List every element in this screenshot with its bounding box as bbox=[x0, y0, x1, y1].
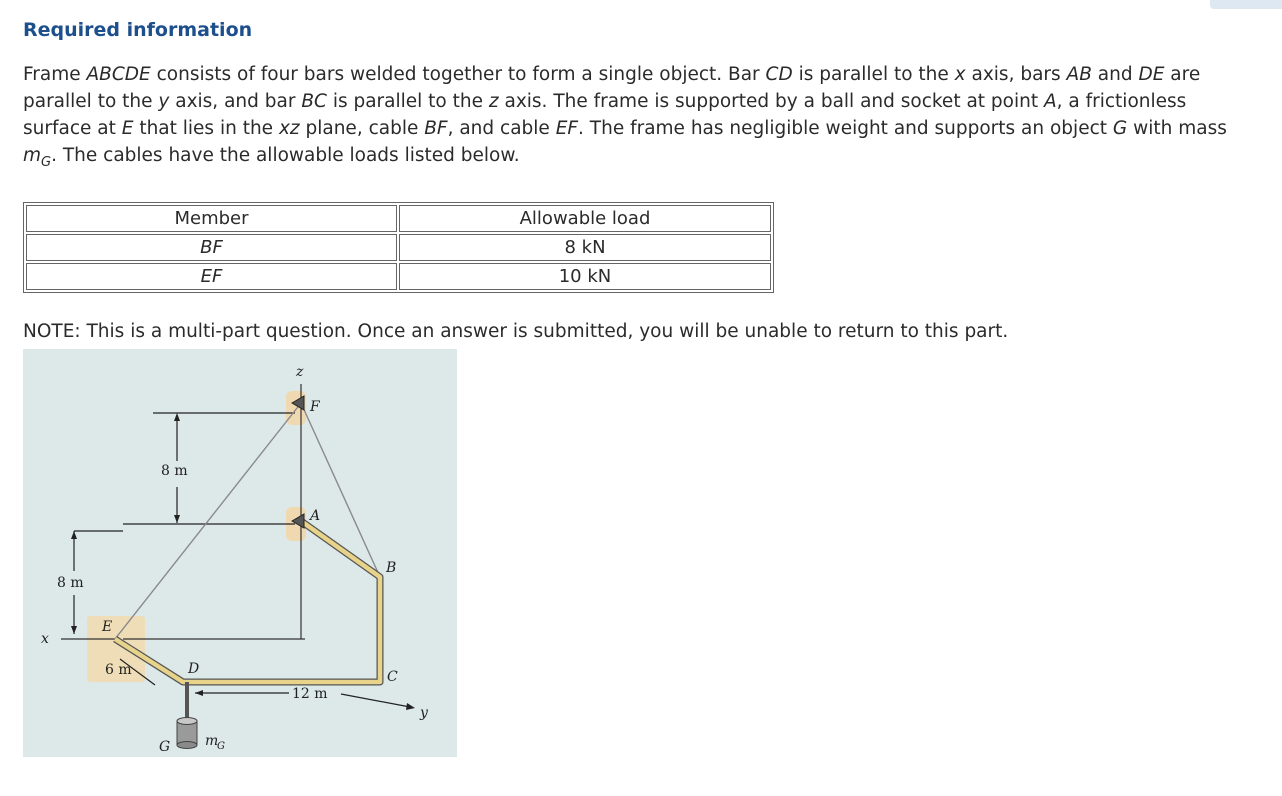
cable-ef bbox=[115, 403, 301, 639]
table-header-row bbox=[26, 205, 771, 232]
frame-figure bbox=[23, 349, 457, 757]
problem-statement: Frame ABCDE consists of four bars welded together to form a single object. Bar CD is parallel to the x axis, bars AB and DE are parallel to the y axis, and bar BC is parallel to the z axis. The frame is supported by a ball and socket at point A, a frictionless surface at E that lies in the xz plane, cable BF, and cable EF. The frame has negligible weight and supports an object G with mass $m_G$. The cables have the allowable loads listed below. bbox=[23, 64, 1227, 170]
dim-length-cd: 12 m bbox=[292, 686, 328, 702]
page-title: Required information bbox=[23, 19, 253, 41]
label-a: A bbox=[310, 508, 321, 524]
multi-part-note: NOTE: This is a multi-part question. Once an answer is submitted, you will be unable to return to this part. bbox=[23, 321, 1009, 342]
dim-height-left: 8 m bbox=[57, 575, 84, 591]
corner-tab bbox=[1210, 0, 1282, 9]
cell-load: 8 kN bbox=[399, 234, 771, 261]
dim-height-upper: 8 m bbox=[161, 463, 188, 479]
table-row bbox=[26, 234, 771, 261]
label-mass-sub: G bbox=[217, 741, 225, 752]
cell-load: 10 kN bbox=[399, 263, 771, 290]
label-d: D bbox=[188, 661, 200, 677]
mass-g-icon bbox=[177, 718, 197, 749]
label-z-axis: z bbox=[296, 364, 304, 380]
label-c: C bbox=[387, 669, 398, 685]
label-y-axis: y bbox=[420, 705, 428, 721]
cell-member: BF bbox=[26, 234, 397, 261]
allowable-load-table bbox=[23, 202, 774, 293]
header-member: Member bbox=[26, 205, 397, 232]
label-mass-m: m bbox=[205, 733, 219, 749]
cell-member: EF bbox=[26, 263, 397, 290]
dim-width-de: 6 m bbox=[105, 662, 132, 678]
frame-diagram bbox=[23, 349, 457, 757]
table-row bbox=[26, 263, 771, 290]
label-e: E bbox=[102, 619, 113, 635]
header-allowable-load: Allowable load bbox=[399, 205, 771, 232]
label-g: G bbox=[159, 739, 171, 755]
label-x-axis: x bbox=[41, 631, 49, 647]
frame-bars bbox=[115, 521, 380, 682]
label-f: F bbox=[310, 399, 320, 415]
frame-bar-outline bbox=[115, 521, 380, 682]
label-b: B bbox=[386, 560, 397, 576]
